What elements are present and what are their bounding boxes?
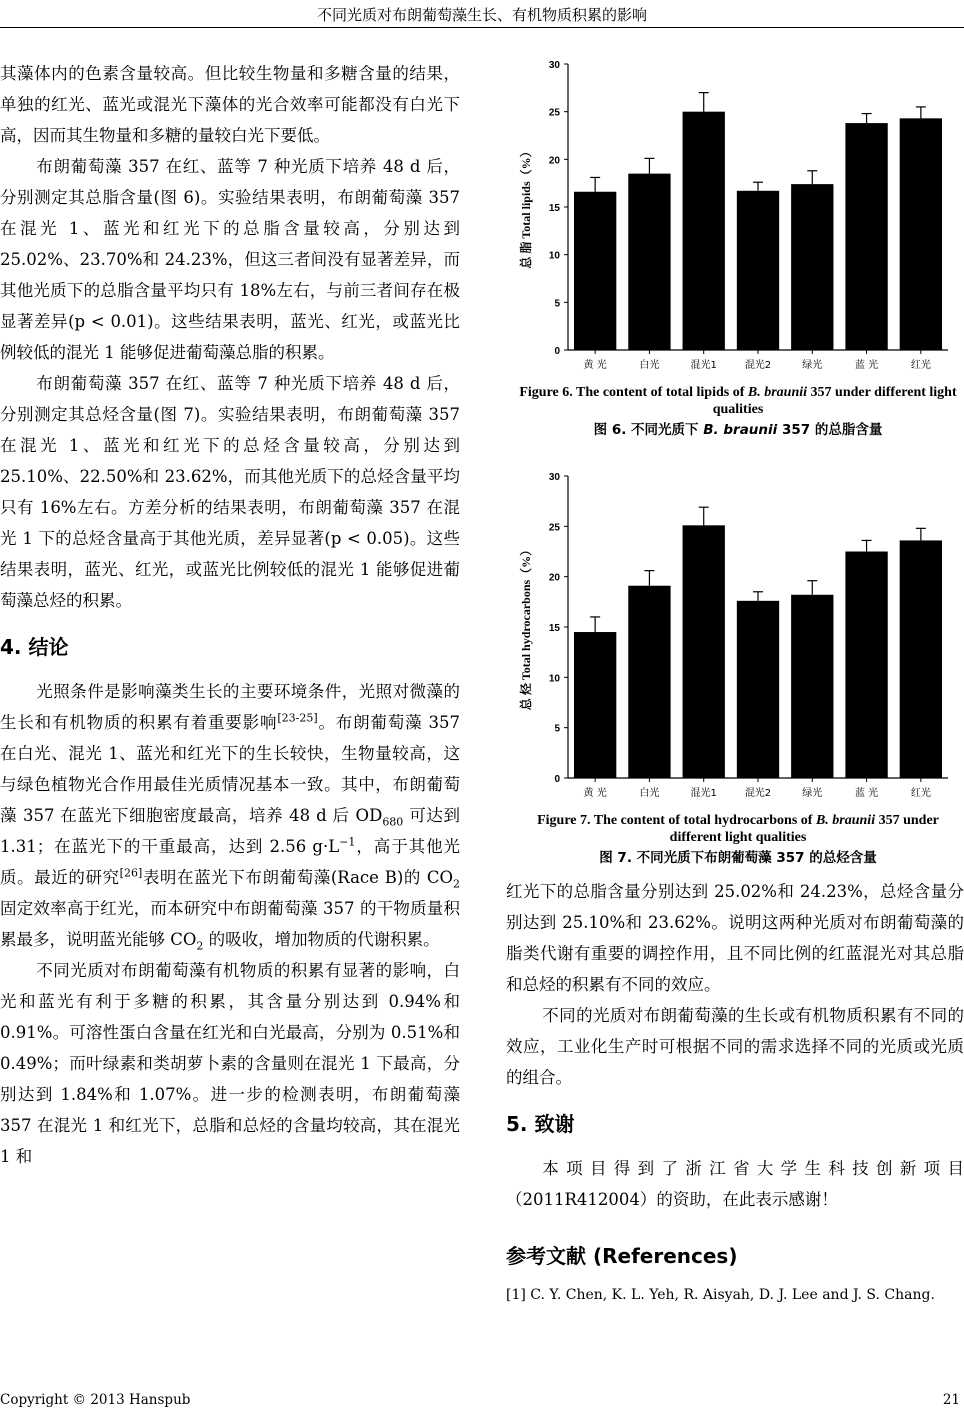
right-column: [506, 876, 964, 1305]
bar: [683, 112, 725, 350]
x-tick-label: 红光: [910, 788, 931, 799]
x-tick-label: 绿光: [802, 360, 823, 371]
y-tick-label: 20: [548, 572, 560, 584]
text: 表明在蓝光下布朗葡萄藻(Race B)的 CO: [142, 868, 454, 887]
caption-text: Figure 7. The content of total hydrocarbons of: [537, 813, 816, 828]
subscript: 2: [196, 939, 204, 953]
bar: [574, 632, 616, 778]
y-tick-label: 5: [554, 298, 560, 310]
caption-italic: B. braunii: [815, 813, 876, 828]
x-tick-label: 黄 光: [583, 360, 607, 371]
x-tick-label: 白光: [639, 788, 660, 799]
bar: [574, 192, 616, 350]
superscript: −1: [339, 835, 356, 849]
x-tick-label: 混光2: [744, 360, 772, 371]
text: 的吸收，增加物质的代谢积累。: [203, 930, 440, 949]
bar: [737, 601, 779, 778]
figure-7: [512, 466, 964, 868]
reference-item: [1] C. Y. Chen, K. L. Yeh, R. Aisyah, D. J. Lee and J. S. Chang.: [506, 1287, 935, 1303]
footer: [0, 1392, 964, 1408]
y-tick-label: 30: [548, 472, 560, 483]
bar: [628, 174, 670, 350]
y-tick-label: 10: [548, 250, 560, 262]
y-tick-label: 5: [554, 723, 560, 735]
caption-text: 357 under different light qualities: [712, 385, 957, 417]
x-tick-label: 混光1: [690, 788, 717, 799]
x-tick-label: 混光1: [690, 360, 717, 371]
y-tick-label: 10: [548, 673, 560, 685]
x-tick-label: 黄 光: [583, 788, 607, 799]
figure-6-caption-en: [512, 384, 964, 418]
y-tick-label: 25: [548, 107, 560, 119]
bar: [845, 123, 887, 350]
y-axis-label: 总 烃 Total hydrocarbons（%）: [519, 543, 533, 711]
bar: [845, 552, 887, 779]
bar: [900, 118, 942, 350]
bar: [683, 525, 725, 778]
y-axis-label: 总 脂 Total lipids（%）: [519, 145, 533, 269]
x-tick-label: 混光2: [744, 788, 772, 799]
text: 。布朗葡萄藻 357 在白光、混光 1、蓝光和红光下的生长较快，生物量较高，这与绿色植物光合作用最佳光质情况基本一致。其中，布朗葡萄藻 357 在蓝光下细胞密度最高，培养 48 d 后 OD: [0, 713, 460, 825]
text: 固定效率高于红光，而本研究中布朗葡萄藻 357 的干物质量积累最多，说明蓝光能够 CO: [0, 899, 460, 949]
paragraph: 不同的光质对布朗葡萄藻的生长或有机物质积累有不同的效应，工业化生产时可根据不同的需求选择不同的光质或光质的组合。: [506, 1006, 964, 1087]
caption-text: 图 6. 不同光质下: [593, 422, 704, 438]
bar: [791, 595, 833, 778]
bar: [737, 191, 779, 350]
section-heading-conclusion: 4. 结论: [0, 635, 69, 659]
subscript: 2: [453, 877, 461, 891]
paragraph: 红光下的总脂含量分别达到 25.02%和 24.23%，总烃含量分别达到 25.10%和 23.62%。说明这两种光质对布朗葡萄藻的脂类代谢有重要的调控作用，且不同比例的红蓝混光对其总脂和总烃的积累有不同的效应。: [506, 882, 964, 994]
paragraph: 本项目得到了浙江省大学生科技创新项目（2011R412004）的资助，在此表示感谢！: [506, 1159, 964, 1209]
figure-7-caption-zh: 图 7. 不同光质下布朗葡萄藻 357 的总烃含量: [599, 850, 877, 866]
paragraph: 其藻体内的色素含量较高。但比较生物量和多糖含量的结果，单独的红光、蓝光或混光下藻体的光合效率可能都没有白光下高，因而其生物量和多糖的量较白光下要低。: [0, 64, 460, 145]
total-lipids-chart: [512, 54, 964, 384]
left-column: [0, 58, 460, 1172]
x-tick-label: 绿光: [802, 788, 823, 799]
text: 可达到 1.31；在蓝光下的干重最高，达到 2.56 g·L: [0, 806, 460, 856]
caption-text: Figure 6. The content of total lipids of: [519, 385, 748, 400]
caption-text: 357 的总脂含量: [777, 422, 883, 438]
paragraph: 布朗葡萄藻 357 在红、蓝等 7 种光质下培养 48 d 后，分别测定其总烃含量(图 7)。实验结果表明，布朗葡萄藻 357 在混光 1、蓝光和红光下的总烃含量较高，分别达到 25.10%、22.50%和 23.62%，而其他光质下的总烃含量平均只有 16%左右。方差分析的结果表明，布朗葡萄藻 357 在混光 1 下的总烃含量高于其他光质，差异显著(p < 0.05)。这些结果表明，蓝光、红光，或蓝光比例较低的混光 1 能够促进葡萄藻总烃的积累。: [0, 374, 460, 610]
y-tick-label: 0: [554, 774, 560, 785]
caption-text: 357 under different light qualities: [669, 813, 939, 845]
y-tick-label: 25: [548, 522, 560, 534]
running-header: 不同光质对布朗葡萄藻生长、有机物质积累的影响: [316, 6, 647, 24]
caption-italic: B. braunii: [703, 422, 778, 438]
page-number: 21: [942, 1392, 960, 1408]
caption-italic: B. braunii: [747, 385, 808, 400]
figure-6-caption-zh: [512, 420, 964, 440]
citation: [26]: [119, 866, 143, 880]
paragraph: 不同光质对布朗葡萄藻有机物质的积累有显著的影响，白光和蓝光有利于多糖的积累，其含量分别达到 0.94%和 0.91%。可溶性蛋白含量在红光和白光最高，分别为 0.51%和 0.49%；而叶绿素和类胡萝卜素的含量则在混光 1 下最高，分别达到 1.84%和 1.07%。进一步的检测表明，布朗葡萄藻 357 在混光 1 和红光下，总脂和总烃的含量均较高，其在混光 1 和: [0, 961, 460, 1166]
y-tick-label: 15: [548, 623, 560, 634]
figure-6: [512, 54, 964, 440]
figure-7-caption-en: [512, 812, 964, 846]
bar: [791, 184, 833, 350]
text: 光照条件是影响藻类生长的主要环境条件，光照对微藻的生长和有机物质的积累有着重要影响: [0, 682, 460, 732]
text: ，高于其他光质。最近的研究: [0, 837, 461, 887]
header-rule: [0, 27, 964, 28]
section-heading-acknowledgement: 5. 致谢: [506, 1112, 575, 1136]
total-hydrocarbons-chart: [512, 466, 964, 812]
bar: [628, 586, 670, 778]
y-tick-label: 15: [548, 203, 560, 214]
y-tick-label: 20: [548, 155, 560, 167]
y-tick-label: 0: [554, 346, 560, 357]
bar: [900, 540, 942, 778]
subscript: 680: [382, 815, 404, 829]
paragraph: [0, 676, 460, 955]
references-heading: 参考文献 (References): [506, 1244, 738, 1268]
x-tick-label: 蓝 光: [854, 788, 879, 799]
copyright: Copyright © 2013 Hanspub: [0, 1392, 191, 1408]
x-tick-label: 蓝 光: [854, 360, 879, 371]
x-tick-label: 红光: [910, 360, 931, 371]
citation: [23-25]: [277, 711, 318, 725]
paragraph: 布朗葡萄藻 357 在红、蓝等 7 种光质下培养 48 d 后，分别测定其总脂含量(图 6)。实验结果表明，布朗葡萄藻 357 在混光 1、蓝光和红光下的总脂含量较高，分别达到 25.02%、23.70%和 24.23%，但这三者间没有显著差异，而其他光质下的总脂含量平均只有 18%左右，与前三者间存在极显著差异(p < 0.01)。这些结果表明，蓝光、红光，或蓝光比例较低的混光 1 能够促进葡萄藻总脂的积累。: [0, 157, 460, 362]
y-tick-label: 30: [548, 60, 560, 71]
x-tick-label: 白光: [639, 360, 660, 371]
